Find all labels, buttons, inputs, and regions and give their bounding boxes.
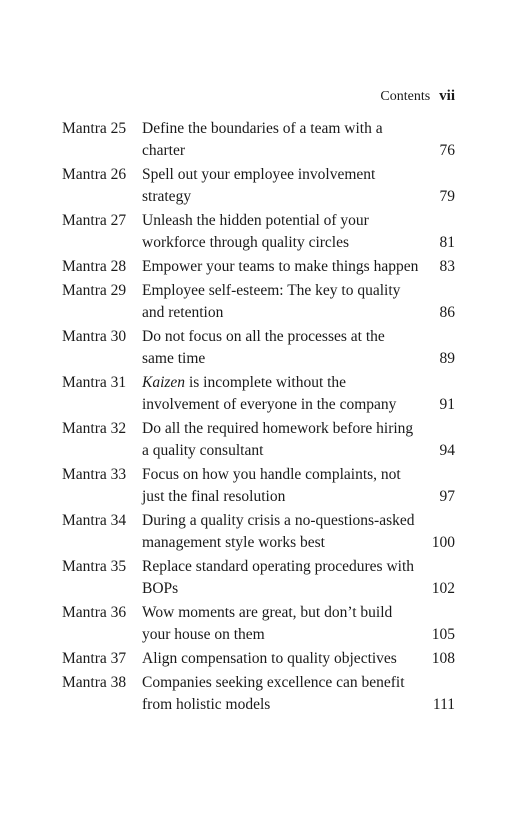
toc-entry-label: Mantra 27 [62,212,127,229]
toc-entry-title [142,326,421,370]
toc-entry-page: 105 [431,626,455,643]
toc-entry-page: 76 [439,142,455,159]
toc-entry-page: 91 [439,396,455,413]
toc-entry-label: Mantra 30 [62,328,127,345]
toc-entry [62,602,455,646]
toc-entry-title-italic: Kaizen [142,374,186,391]
toc-entry-page: 83 [439,258,455,275]
table-of-contents [62,118,455,718]
toc-entry-title-text: Unleash the hidden potential of your workforce through quality circles [142,212,369,251]
toc-entry-title [142,256,421,278]
toc-entry-label: Mantra 31 [62,374,127,391]
toc-entry [62,164,455,208]
running-head [380,88,455,105]
toc-entry-title [142,672,421,716]
toc-entry-title [142,602,421,646]
toc-entry-page: 86 [439,304,455,321]
toc-entry-title-text: Spell out your employee involvement strategy [142,166,376,205]
toc-entry-title [142,164,421,208]
toc-entry-label: Mantra 38 [62,674,127,691]
toc-entry-title [142,556,421,600]
toc-entry [62,256,455,278]
toc-entry-label: Mantra 33 [62,466,127,483]
toc-entry [62,510,455,554]
toc-entry [62,672,455,716]
toc-entry-page: 102 [431,580,455,597]
toc-entry-page: 100 [431,534,455,551]
toc-entry-label: Mantra 25 [62,120,127,137]
toc-entry-title-text: During a quality crisis a no-questions-asked management style works best [142,512,415,551]
toc-entry-title [142,118,421,162]
toc-entry-label: Mantra 32 [62,420,127,437]
toc-entry [62,464,455,508]
toc-entry [62,418,455,462]
toc-entry-page: 108 [431,650,455,667]
toc-entry-label: Mantra 28 [62,258,127,275]
toc-entry [62,210,455,254]
toc-entry-title-text: Empower your teams to make things happen [142,258,419,275]
toc-entry-title [142,280,421,324]
toc-entry [62,326,455,370]
toc-entry-label: Mantra 36 [62,604,127,621]
toc-entry-label: Mantra 35 [62,558,127,575]
toc-entry-title-text: Do not focus on all the processes at the same time [142,328,385,367]
toc-entry-page: 79 [439,188,455,205]
toc-entry-page: 94 [439,442,455,459]
toc-entry-page: 89 [439,350,455,367]
toc-entry-title-text: Replace standard operating procedures with BOPs [142,558,415,597]
toc-entry [62,648,455,670]
running-head-section: Contents [380,89,431,104]
toc-entry-page: 81 [439,234,455,251]
toc-entry-title-text: Align compensation to quality objectives [142,650,397,667]
toc-entry-title [142,464,421,508]
toc-entry-label: Mantra 26 [62,166,127,183]
toc-entry-title [142,372,421,416]
toc-entry-page: 97 [439,488,455,505]
toc-entry [62,118,455,162]
toc-entry-title-text: Wow moments are great, but don’t build your house on them [142,604,393,643]
toc-entry-title [142,648,421,670]
toc-entry-title-text: Employee self-esteem: The key to quality and retention [142,282,401,321]
toc-entry [62,280,455,324]
toc-entry-page: 111 [432,696,455,713]
toc-entry [62,556,455,600]
toc-entry-title-text: Do all the required homework before hiring a quality consultant [142,420,414,459]
toc-entry-title [142,510,421,554]
toc-entry-title-text: Companies seeking excellence can benefit from holistic models [142,674,405,713]
toc-entry-title-text: Focus on how you handle complaints, not just the final resolution [142,466,401,505]
toc-entry [62,372,455,416]
toc-entry-title [142,210,421,254]
toc-entry-title [142,418,421,462]
toc-entry-title-text: Define the boundaries of a team with a charter [142,120,383,159]
toc-entry-label: Mantra 37 [62,650,127,667]
toc-entry-label: Mantra 29 [62,282,127,299]
toc-entry-label: Mantra 34 [62,512,127,529]
toc-entry-title-text: is incomplete without the involvement of everyone in the company [142,374,397,413]
page-number: vii [439,88,455,104]
